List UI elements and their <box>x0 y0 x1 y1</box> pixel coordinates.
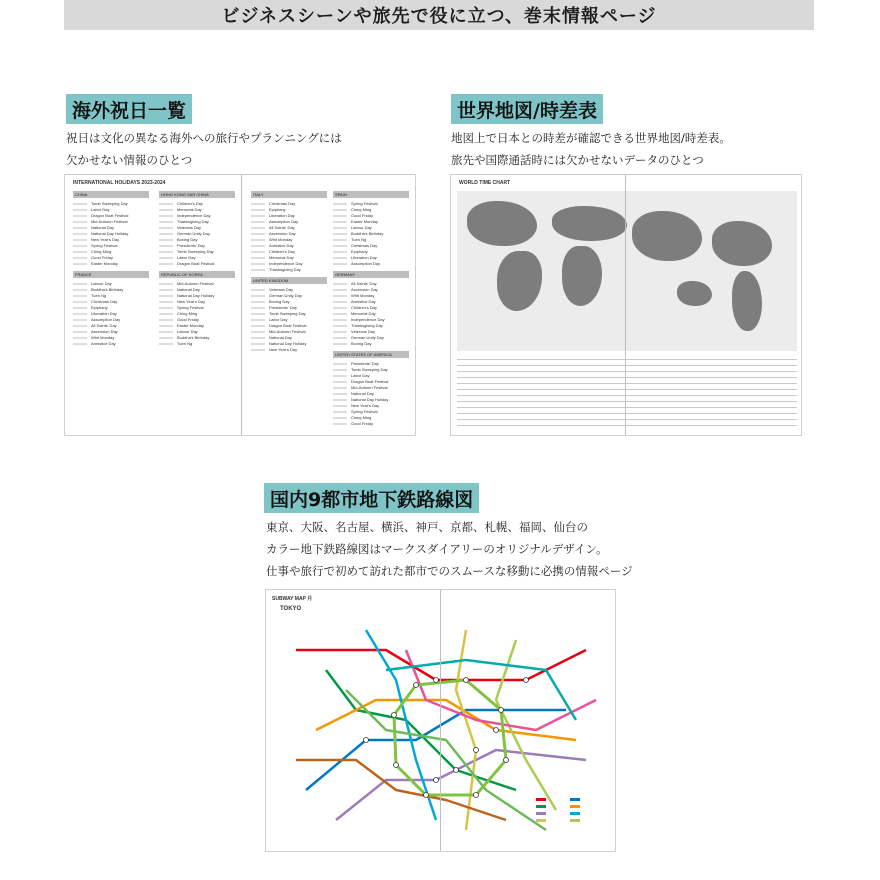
holiday-entry: Veterans Day <box>351 329 376 334</box>
holiday-entry: Assumption Day <box>91 317 121 322</box>
legend-swatch <box>570 798 580 801</box>
date-cell <box>251 251 265 253</box>
station-marker <box>494 728 499 733</box>
holiday-entry: National Day <box>177 287 200 292</box>
date-cell <box>159 301 173 303</box>
station-marker <box>414 683 419 688</box>
holiday-entry: Spring Festival <box>91 243 118 248</box>
holiday-entry: Tomb Sweeping Day <box>177 249 214 254</box>
legend-swatch <box>570 819 580 822</box>
subway-desc-line-2: カラー地下鉄路線図はマークスダイアリーのオリジナルデザイン。 <box>266 542 608 556</box>
country-header: SPAIN <box>333 191 409 198</box>
subway-map-thumbnail <box>265 589 616 852</box>
station-marker <box>434 778 439 783</box>
holiday-entry: Buddha's Birthday <box>351 231 384 236</box>
holiday-entry: All Saints' Day <box>91 323 117 328</box>
holiday-entry: National Day <box>351 391 374 396</box>
holiday-entry: All Saints' Day <box>269 225 295 230</box>
holiday-entry: Veterans Day <box>269 287 294 292</box>
worldmap-desc-line-1: 地図上で日本との時差が確認できる世界地図/時差表。 <box>451 131 731 145</box>
table-row-line <box>457 395 797 396</box>
page-spine <box>241 175 242 435</box>
holiday-entry: Mid-Autumn Festival <box>351 385 388 390</box>
holidays-description <box>66 127 342 171</box>
holiday-entry: Boxing Day <box>177 237 198 242</box>
holiday-entry: German Unity Day <box>269 293 302 298</box>
holiday-entry: Christmas Day <box>91 299 118 304</box>
holiday-entry: Boxing Day <box>269 299 290 304</box>
date-cell <box>333 337 347 339</box>
holiday-entry: Spring Festival <box>351 201 378 206</box>
date-cell <box>251 325 265 327</box>
date-cell <box>251 349 265 351</box>
date-cell <box>251 209 265 211</box>
station-marker <box>434 678 439 683</box>
worldmap-section-title: 世界地図/時差表 <box>451 94 603 124</box>
page-spine <box>440 590 441 851</box>
station-marker <box>474 748 479 753</box>
holiday-entry: Armistice Day <box>91 341 116 346</box>
date-cell <box>159 239 173 241</box>
date-cell <box>73 203 87 205</box>
subway-section-title: 国内9都市地下鉄路線図 <box>264 483 479 513</box>
date-cell <box>333 325 347 327</box>
holiday-entry: Ching Ming <box>177 311 198 316</box>
date-cell <box>333 313 347 315</box>
map-landmass <box>497 251 542 311</box>
subway-line <box>316 700 576 740</box>
date-cell <box>73 257 87 259</box>
station-marker <box>424 793 429 798</box>
holiday-entry: Memorial Day <box>177 207 202 212</box>
date-cell <box>251 227 265 229</box>
date-cell <box>333 301 347 303</box>
holiday-entry: Mid-Autumn Festival <box>269 329 306 334</box>
country-header: UNITED KINGDOM <box>251 277 327 284</box>
holiday-entry: Tuen Ng <box>91 293 107 298</box>
date-cell <box>73 319 87 321</box>
holiday-entry: Presidents' Day <box>269 305 297 310</box>
date-cell <box>251 343 265 345</box>
table-row-line <box>457 371 797 372</box>
table-row-line <box>457 359 797 360</box>
holiday-entry: Mid-Autumn Festival <box>177 281 214 286</box>
holiday-entry: Labor Day <box>269 317 288 322</box>
holiday-entry: Labour Day <box>177 329 198 334</box>
holiday-entry: Labor Day <box>91 207 110 212</box>
date-cell <box>333 295 347 297</box>
holiday-entry: Ching Ming <box>91 249 112 254</box>
date-cell <box>159 295 173 297</box>
legend-swatch <box>570 812 580 815</box>
holiday-entry: Good Friday <box>351 421 374 426</box>
date-cell <box>159 203 173 205</box>
date-cell <box>251 289 265 291</box>
map-landmass <box>552 206 627 241</box>
holiday-entry: Easter Monday <box>351 219 378 224</box>
date-cell <box>73 245 87 247</box>
date-cell <box>333 239 347 241</box>
date-cell <box>73 337 87 339</box>
holiday-entry: Mid-Autumn Festival <box>91 219 128 224</box>
worldmap-page-thumbnail <box>450 174 802 436</box>
date-cell <box>73 331 87 333</box>
date-cell <box>251 221 265 223</box>
subway-line <box>296 650 586 680</box>
subway-route-map <box>266 590 616 852</box>
date-cell <box>73 227 87 229</box>
date-cell <box>333 257 347 259</box>
subway-description <box>266 516 633 582</box>
date-cell <box>333 263 347 265</box>
date-cell <box>159 283 173 285</box>
date-cell <box>73 221 87 223</box>
date-cell <box>159 257 173 259</box>
station-marker <box>454 768 459 773</box>
date-cell <box>73 233 87 235</box>
station-marker <box>504 758 509 763</box>
date-cell <box>159 263 173 265</box>
holiday-entry: National Day Holiday <box>269 341 307 346</box>
holiday-entry: Liberation Day <box>351 255 377 260</box>
map-landmass <box>467 201 537 246</box>
holiday-entry: Whit Monday <box>269 237 293 242</box>
date-cell <box>333 363 347 365</box>
holiday-entry: Tomb Sweeping Day <box>91 201 128 206</box>
date-cell <box>73 209 87 211</box>
holidays-thumb-header: INTERNATIONAL HOLIDAYS 2023-2024 <box>73 180 166 186</box>
holiday-entry: Dragon Boat Festival <box>91 213 129 218</box>
table-row-line <box>457 389 797 390</box>
holiday-entry: New Year's Day <box>269 347 298 352</box>
legend-swatch <box>536 819 546 822</box>
date-cell <box>333 289 347 291</box>
holiday-entry: New Year's Day <box>91 237 120 242</box>
date-cell <box>251 239 265 241</box>
date-cell <box>251 257 265 259</box>
date-cell <box>333 221 347 223</box>
holiday-entry: Spring Festival <box>177 305 204 310</box>
date-cell <box>333 381 347 383</box>
holiday-entry: Children's Day <box>269 249 295 254</box>
holiday-entry: Labour Day <box>91 281 112 286</box>
date-cell <box>159 331 173 333</box>
holiday-entry: Buddha's Birthday <box>177 335 210 340</box>
country-header: CHINA <box>73 191 149 198</box>
subway-thumb-header: SUBWAY MAP 月 <box>272 596 313 602</box>
date-cell <box>333 331 347 333</box>
holiday-entry: National Day <box>269 335 292 340</box>
date-cell <box>333 203 347 205</box>
station-marker <box>524 678 529 683</box>
table-row-line <box>457 383 797 384</box>
holiday-entry: Veterans Day <box>177 225 202 230</box>
date-cell <box>159 337 173 339</box>
holiday-entry: Ascension Day <box>351 287 378 292</box>
holiday-entry: Children's Day <box>351 305 377 310</box>
holiday-entry: Children's Day <box>177 201 203 206</box>
station-marker <box>392 713 397 718</box>
date-cell <box>73 295 87 297</box>
holiday-entry: Whit Monday <box>91 335 115 340</box>
holiday-entry: Good Friday <box>351 213 374 218</box>
date-cell <box>73 283 87 285</box>
table-row-line <box>457 401 797 402</box>
table-row-line <box>457 419 797 420</box>
table-row-line <box>457 413 797 414</box>
station-marker <box>464 678 469 683</box>
date-cell <box>159 319 173 321</box>
table-row-line <box>457 365 797 366</box>
date-cell <box>73 251 87 253</box>
holiday-entry: Whit Monday <box>351 293 375 298</box>
station-marker <box>394 763 399 768</box>
worldmap-description <box>451 127 731 171</box>
date-cell <box>251 233 265 235</box>
date-cell <box>73 313 87 315</box>
date-cell <box>73 307 87 309</box>
holiday-entry: Good Friday <box>177 317 200 322</box>
holiday-entry: Liberation Day <box>91 311 117 316</box>
date-cell <box>333 215 347 217</box>
date-cell <box>159 209 173 211</box>
date-cell <box>159 221 173 223</box>
date-cell <box>333 411 347 413</box>
date-cell <box>333 375 347 377</box>
date-cell <box>251 269 265 271</box>
date-cell <box>333 387 347 389</box>
date-cell <box>159 251 173 253</box>
date-cell <box>73 325 87 327</box>
station-marker <box>364 738 369 743</box>
date-cell <box>251 215 265 217</box>
holiday-entry: Independence Day <box>351 317 385 322</box>
holiday-entry: Boxing Day <box>351 341 372 346</box>
header-banner <box>64 0 814 30</box>
holiday-entry: Easter Monday <box>177 323 204 328</box>
holiday-entry: Tomb Sweeping Day <box>269 311 306 316</box>
holiday-entry: Dragon Boat Festival <box>269 323 307 328</box>
country-header: ITALY <box>251 191 327 198</box>
date-cell <box>73 289 87 291</box>
date-cell <box>159 289 173 291</box>
holiday-entry: National Day Holiday <box>91 231 129 236</box>
holiday-entry: Dragon Boat Festival <box>177 261 215 266</box>
holiday-entry: Epiphany <box>91 305 108 310</box>
date-cell <box>159 233 173 235</box>
world-map <box>457 191 797 351</box>
subway-desc-line-3: 仕事や旅行で初めて訪れた都市でのスムースな移動に必携の情報ページ <box>266 564 633 578</box>
worldmap-desc-line-2: 旅先や国際通話時には欠かせないデータのひとつ <box>451 153 704 167</box>
subway-desc-line-1: 東京、大阪、名古屋、横浜、神戸、京都、札幌、福岡、仙台の <box>266 520 588 534</box>
holiday-entry: National Day Holiday <box>351 397 389 402</box>
country-header: HONG KONG SAR CHINA <box>159 191 235 198</box>
date-cell <box>159 307 173 309</box>
date-cell <box>159 215 173 217</box>
date-cell <box>333 283 347 285</box>
legend-swatch <box>536 798 546 801</box>
subway-city-name: TOKYO <box>280 606 302 612</box>
date-cell <box>251 307 265 309</box>
holiday-entry: National Day <box>91 225 114 230</box>
holiday-entry: Epiphany <box>269 207 286 212</box>
holiday-entry: Armistice Day <box>269 243 294 248</box>
date-cell <box>73 239 87 241</box>
date-cell <box>333 233 347 235</box>
date-cell <box>251 203 265 205</box>
holiday-entry: Thanksgiving Day <box>177 219 209 224</box>
legend-swatch <box>570 805 580 808</box>
map-landmass <box>562 246 602 306</box>
date-cell <box>73 263 87 265</box>
date-cell <box>251 331 265 333</box>
date-cell <box>251 263 265 265</box>
legend-swatch <box>536 805 546 808</box>
date-cell <box>333 405 347 407</box>
holiday-entry: Buddha's Birthday <box>91 287 124 292</box>
date-cell <box>73 301 87 303</box>
holiday-entry: Tuen Ng <box>177 341 193 346</box>
country-header: FRANCE <box>73 271 149 278</box>
map-landmass <box>712 221 772 266</box>
holiday-entry: Christmas Day <box>269 201 296 206</box>
holiday-entry: Spring Festival <box>351 409 378 414</box>
date-cell <box>333 423 347 425</box>
holiday-entry: Christmas Day <box>351 243 378 248</box>
time-difference-table <box>457 357 797 427</box>
holiday-entry: Good Friday <box>91 255 114 260</box>
date-cell <box>333 251 347 253</box>
holiday-entry: Thanksgiving Day <box>269 267 301 272</box>
holiday-entry: Tomb Sweeping Day <box>351 367 388 372</box>
legend-swatch <box>536 812 546 815</box>
table-row-line <box>457 425 797 426</box>
table-row-line <box>457 407 797 408</box>
date-cell <box>333 369 347 371</box>
holiday-entry: Memorial Day <box>351 311 376 316</box>
date-cell <box>333 343 347 345</box>
date-cell <box>333 399 347 401</box>
holiday-entry: German Unity Day <box>351 335 384 340</box>
date-cell <box>333 307 347 309</box>
holidays-page-thumbnail <box>64 174 416 436</box>
holiday-entry: Presidents' Day <box>351 361 379 366</box>
station-marker <box>499 708 504 713</box>
holidays-desc-line-1: 祝日は文化の異なる海外への旅行やプランニングには <box>66 131 342 145</box>
holiday-entry: New Year's Day <box>351 403 380 408</box>
country-header: UNITED STATES OF AMERICA <box>333 351 409 358</box>
holiday-entry: Ching Ming <box>351 415 372 420</box>
date-cell <box>333 245 347 247</box>
holiday-entry: Epiphany <box>351 249 368 254</box>
holiday-entry: Assumption Day <box>351 261 381 266</box>
date-cell <box>333 209 347 211</box>
holiday-entry: German Unity Day <box>177 231 210 236</box>
holiday-entry: National Day Holiday <box>177 293 215 298</box>
map-landmass <box>732 271 762 331</box>
holiday-entry: Independence Day <box>177 213 211 218</box>
worldmap-thumb-header: WORLD TIME CHART <box>459 180 511 186</box>
date-cell <box>159 313 173 315</box>
date-cell <box>251 295 265 297</box>
holiday-entry: Labour Day <box>351 225 372 230</box>
holiday-entry: Independence Day <box>269 261 303 266</box>
map-landmass <box>677 281 712 306</box>
holiday-entry: Easter Monday <box>91 261 118 266</box>
table-row-line <box>457 377 797 378</box>
date-cell <box>333 319 347 321</box>
date-cell <box>73 215 87 217</box>
holiday-entry: Ascension Day <box>269 231 296 236</box>
date-cell <box>159 227 173 229</box>
date-cell <box>159 343 173 345</box>
holiday-entry: Ching Ming <box>351 207 372 212</box>
date-cell <box>251 313 265 315</box>
holiday-entry: Labor Day <box>351 373 370 378</box>
holiday-entry: Assumption Day <box>269 219 299 224</box>
date-cell <box>251 301 265 303</box>
holiday-entry: Tuen Ng <box>351 237 367 242</box>
holiday-entry: Armistice Day <box>351 299 376 304</box>
holiday-entry: Dragon Boat Festival <box>351 379 389 384</box>
holiday-entry: Liberation Day <box>269 213 295 218</box>
holiday-entry: Presidents' Day <box>177 243 205 248</box>
map-landmass <box>632 211 702 261</box>
date-cell <box>159 325 173 327</box>
holiday-entry: Ascension Day <box>91 329 118 334</box>
date-cell <box>251 337 265 339</box>
holiday-entry: Labor Day <box>177 255 196 260</box>
holidays-section-title: 海外祝日一覧 <box>66 94 192 124</box>
date-cell <box>251 245 265 247</box>
date-cell <box>333 227 347 229</box>
date-cell <box>73 343 87 345</box>
date-cell <box>159 245 173 247</box>
date-cell <box>251 319 265 321</box>
holiday-entry: All Saints' Day <box>351 281 377 286</box>
date-cell <box>333 417 347 419</box>
country-header: REPUBLIC OF KOREA <box>159 271 235 278</box>
station-marker <box>474 793 479 798</box>
date-cell <box>333 393 347 395</box>
holiday-entry: Memorial Day <box>269 255 294 260</box>
country-header: GERMANY <box>333 271 409 278</box>
banner-title: ビジネスシーンや旅先で役に立つ、巻末情報ページ <box>221 6 657 27</box>
holidays-desc-line-2: 欠かせない情報のひとつ <box>66 153 193 167</box>
holiday-entry: Thanksgiving Day <box>351 323 383 328</box>
holiday-entry: New Year's Day <box>177 299 206 304</box>
